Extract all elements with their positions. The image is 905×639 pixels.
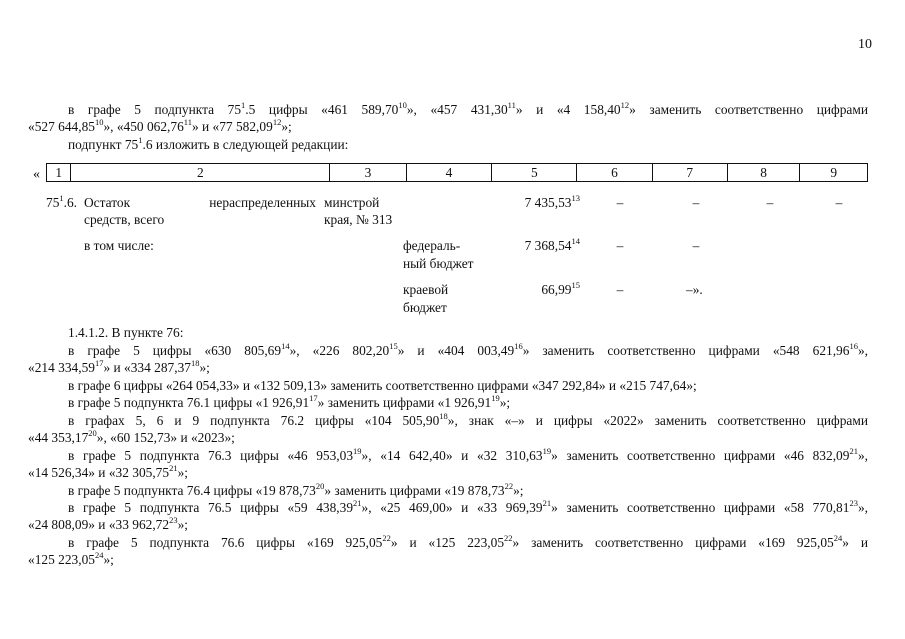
header-cell: 5 — [492, 164, 577, 182]
row1-col9: – — [835, 195, 843, 210]
header-cell: 6 — [577, 164, 652, 182]
page-number: 10 — [858, 37, 872, 52]
intro-line-2: «527 644,85$^{10}$», «450 062,76$^{11}$» и «77 582,09$^{12}$»; — [28, 117, 292, 134]
section-p3: в графе 5 подпункта 76.1 цифры «1 926,91$^{17}$» заменить цифрами «1 926,91$^{19}$»; — [68, 393, 511, 410]
row1-number: $75^1.6$. — [46, 193, 78, 210]
section-p1-line1: в графе 5 цифры «630 805,69$^{14}$», «226 802,20$^{15}$» и «404 003,49$^{16}$» заменить соответственно цифрами «548 621,96$^{16}$», — [68, 341, 868, 358]
header-cell: 8 — [727, 164, 799, 182]
header-cell: 1 — [47, 164, 71, 182]
section-p1-line2: «214 334,59$^{17}$» и «334 287,37$^{18}$»; — [28, 358, 210, 375]
row2-col6: – — [616, 238, 624, 253]
row1-org-line1: минстрой — [324, 195, 380, 210]
row1-org-line2: края, № 313 — [324, 212, 393, 227]
row2-label: в том числе: — [84, 238, 154, 253]
header-cell: 7 — [652, 164, 727, 182]
row3-budget-line2: бюджет — [403, 300, 447, 315]
row1-value: 7 435,53$^{13}$ — [524, 193, 580, 210]
row1-name-line2: средств, всего — [84, 212, 165, 227]
header-cell: 4 — [406, 164, 492, 182]
section-p5-line1: в графе 5 подпункта 76.3 цифры «46 953,03$^{19}$», «14 642,40» и «32 310,63$^{19}$» заменить соответственно цифрами «46 832,09$^{21}$», — [68, 446, 868, 463]
row3-value: 66,99$^{15}$ — [541, 280, 580, 297]
intro-line-1: в графе 5 подпункта $75^1.5$ цифры «461 589,70$^{10}$», «457 431,30$^{11}$» и «4 158,40$^{12}$» заменить соответственно цифрами — [68, 100, 868, 117]
row3-col6: – — [616, 282, 624, 297]
section-p4-line2: «44 353,17$^{20}$», «60 152,73» и «2023»; — [28, 428, 235, 445]
section-p8-line1: в графе 5 подпункта 76.6 цифры «169 925,05$^{22}$» и «125 223,05$^{22}$» заменить соответственно цифрами «169 925,05$^{24}$» и — [68, 533, 869, 550]
row2-budget-line1: федераль- — [403, 238, 461, 253]
row1-col6: – — [616, 195, 624, 210]
row2-col7: – — [692, 238, 700, 253]
row1-col8: – — [766, 195, 774, 210]
section-p2: в графе 6 цифры «264 054,33» и «132 509,13» заменить соответственно цифрами «347 292,84» и «215 747,64»; — [68, 378, 697, 393]
row3-col7: –». — [686, 282, 703, 297]
section-p5-line2: «14 526,34» и «32 305,75$^{21}$»; — [28, 463, 188, 480]
row1-col7: – — [692, 195, 700, 210]
section-p8-line2: «125 223,05$^{24}$»; — [28, 550, 114, 567]
row2-budget-line2: ный бюджет — [403, 256, 474, 271]
section-p4-line1: в графах 5, 6 и 9 подпункта 76.2 цифры «104 505,90$^{18}$», знак «–» и цифры «2022» заменить соответственно цифрами — [68, 411, 868, 428]
row1-name-line1: Остаток нераспределенных — [84, 195, 316, 210]
header-cell: 3 — [330, 164, 406, 182]
table-header — [46, 163, 868, 182]
header-cell: 9 — [800, 164, 868, 182]
section-p7-line1: в графе 5 подпункта 76.5 цифры «59 438,39$^{21}$», «25 469,00» и «33 969,39$^{21}$» заменить соответственно цифрами «58 770,81$^{23}$», — [68, 498, 868, 515]
section-p7-line2: «24 808,09» и «33 962,72$^{23}$»; — [28, 515, 188, 532]
row3-budget-line1: краевой — [403, 282, 449, 297]
section-p6: в графе 5 подпункта 76.4 цифры «19 878,73$^{20}$» заменить цифрами «19 878,73$^{22}$»; — [68, 481, 524, 498]
table-open-quote: « — [33, 167, 40, 182]
header-cell: 2 — [71, 164, 330, 182]
row2-value: 7 368,54$^{14}$ — [524, 236, 580, 253]
section-heading: 1.4.1.2. В пункте 76: — [68, 325, 184, 340]
intro-line-3: подпункт $75^1.6$ изложить в следующей редакции: — [68, 135, 349, 152]
